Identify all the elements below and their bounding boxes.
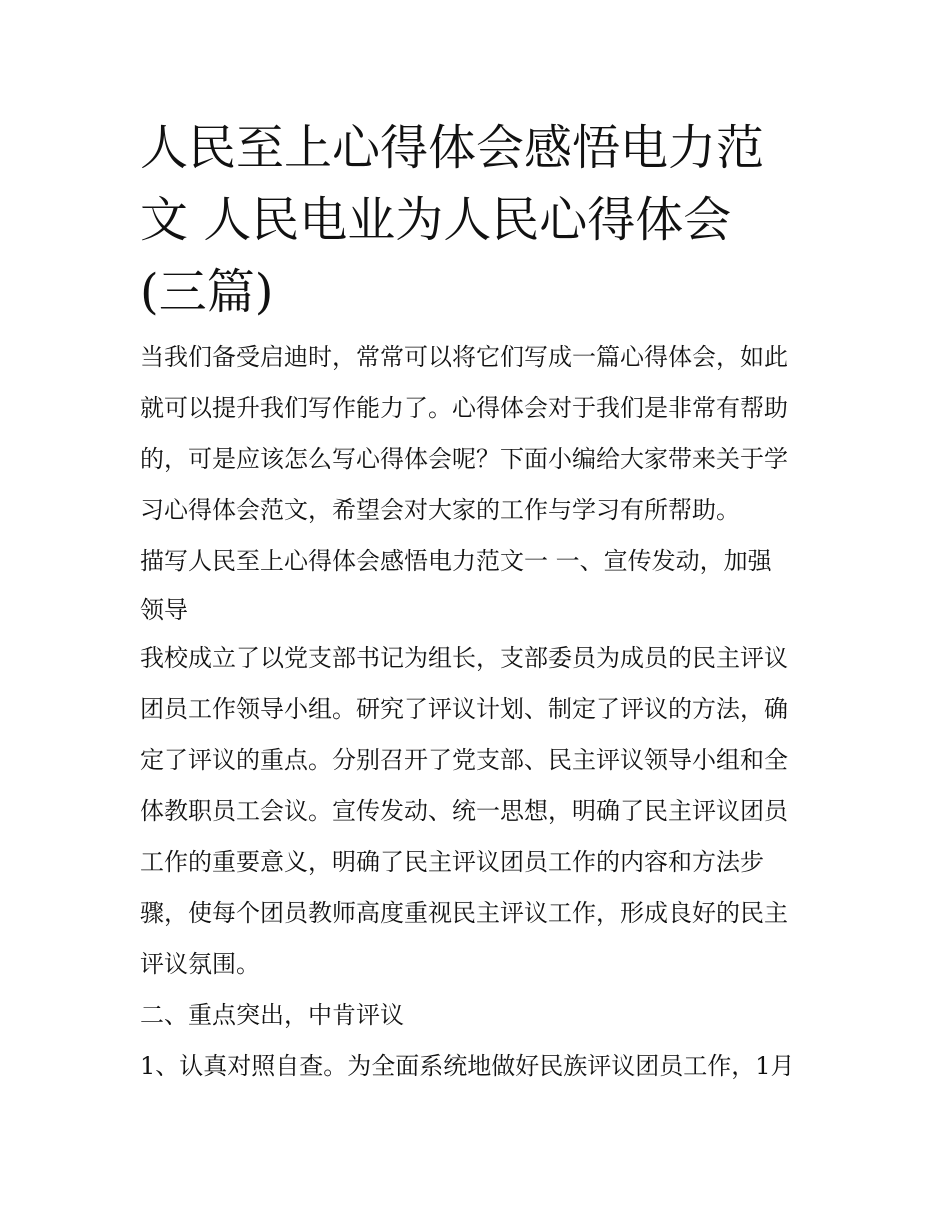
section-heading-paragraph bbox=[140, 536, 820, 633]
text-line: 评议氛围。 bbox=[140, 950, 260, 978]
text-line: 1、认真对照自查。为全面系统地做好民族评议团员工作，1月 bbox=[140, 1052, 795, 1080]
text-line: 我校成立了以党支部书记为组长，支部委员为成员的民主评议 bbox=[140, 644, 788, 672]
title-line: (三篇) bbox=[140, 264, 274, 320]
title-line: 人民至上心得体会感悟电力范 bbox=[140, 120, 765, 176]
intro-paragraph bbox=[140, 332, 820, 536]
document-title bbox=[140, 112, 820, 328]
text-line: 团员工作领导小组。研究了评议计划、制定了评议的方法，确 bbox=[140, 695, 788, 723]
body-paragraph bbox=[140, 1041, 820, 1092]
text-line: 描写人民至上心得体会感悟电力范文一 一、宣传发动，加强 bbox=[140, 547, 772, 575]
text-line: 领导 bbox=[140, 596, 188, 624]
text-line: 定了评议的重点。分别召开了党支部、民主评议领导小组和全 bbox=[140, 746, 788, 774]
text-line: 就可以提升我们写作能力了。心得体会对于我们是非常有帮助 bbox=[140, 394, 788, 422]
text-line: 二、重点突出，中肯评议 bbox=[140, 1001, 404, 1029]
subsection-heading bbox=[140, 990, 820, 1041]
text-line: 习心得体会范文，希望会对大家的工作与学习有所帮助。 bbox=[140, 496, 740, 524]
text-line: 的，可是应该怎么写心得体会呢？下面小编给大家带来关于学 bbox=[140, 445, 788, 473]
text-line: 体教职员工会议。宣传发动、统一思想，明确了民主评议团员 bbox=[140, 797, 788, 825]
title-line: 文 人民电业为人民心得体会 bbox=[140, 192, 732, 248]
text-line: 骤，使每个团员教师高度重视民主评议工作，形成良好的民主 bbox=[140, 899, 788, 927]
document-body bbox=[140, 332, 820, 1092]
body-paragraph bbox=[140, 633, 820, 990]
text-line: 当我们备受启迪时，常常可以将它们写成一篇心得体会，如此 bbox=[140, 343, 788, 371]
document-page bbox=[140, 112, 820, 1092]
text-line: 工作的重要意义，明确了民主评议团员工作的内容和方法步 bbox=[140, 848, 764, 876]
